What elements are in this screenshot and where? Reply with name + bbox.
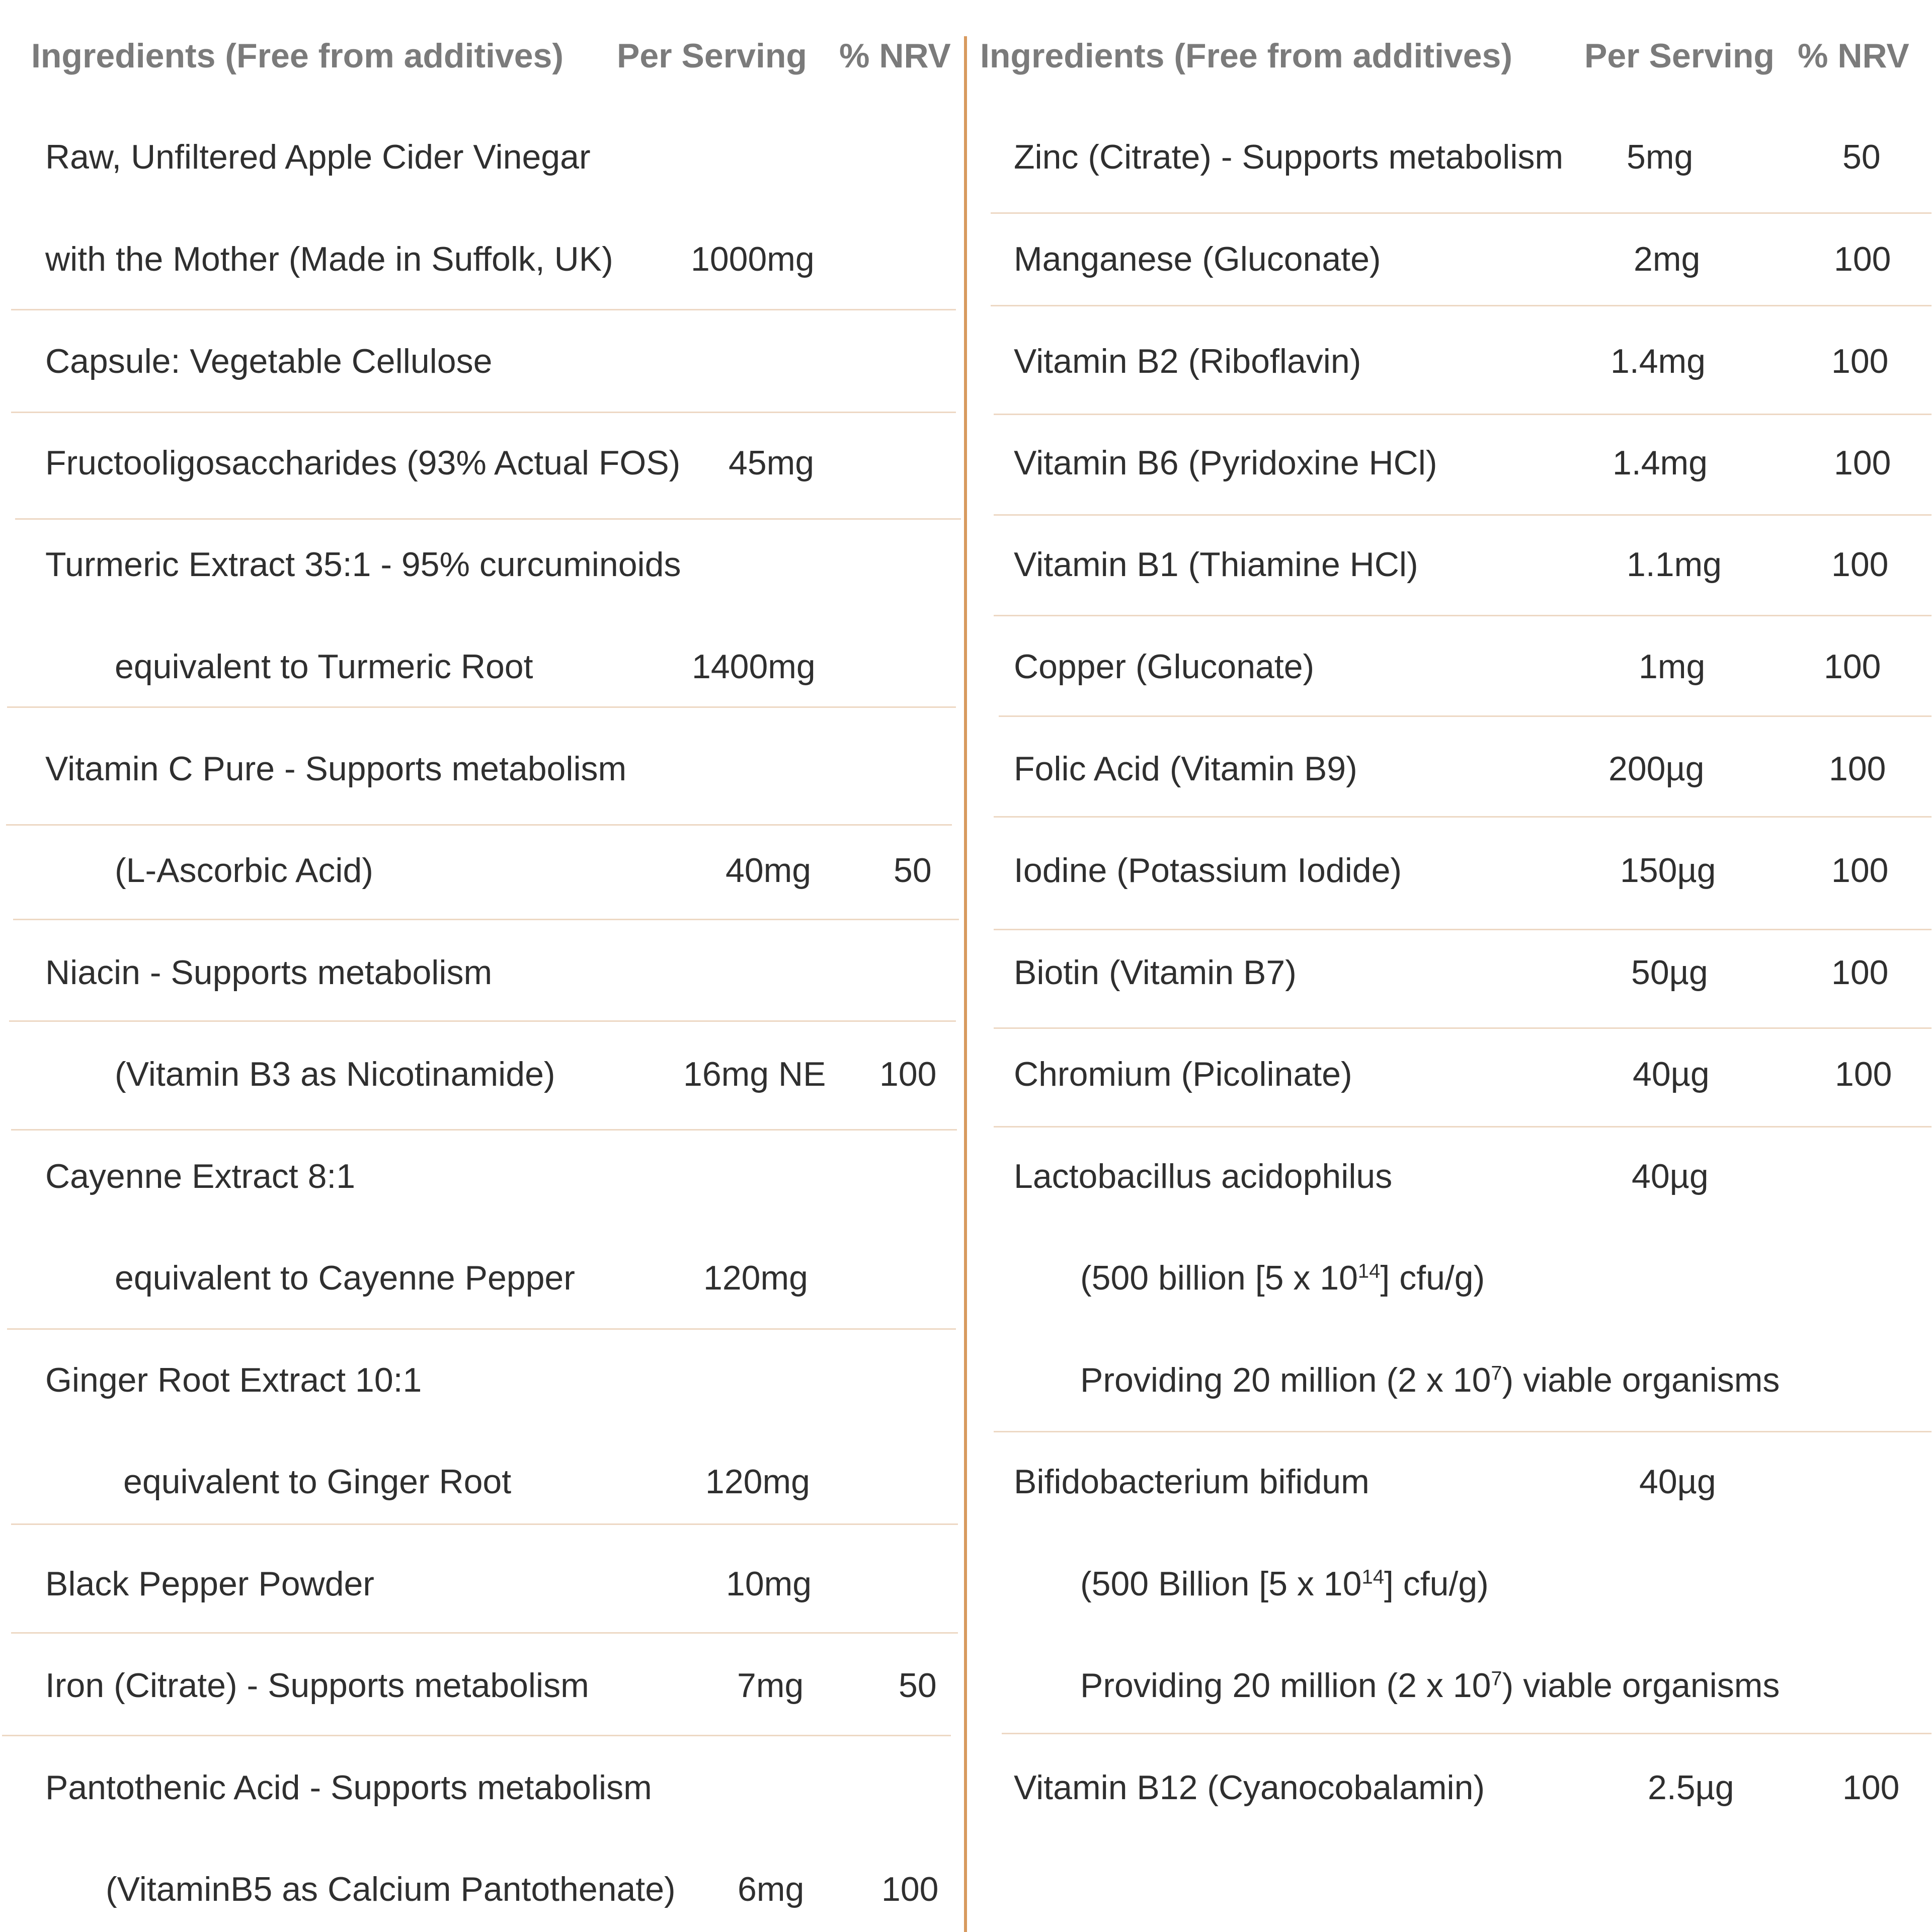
right-header-per-serving: Per Serving <box>1584 37 1775 75</box>
row-separator <box>6 824 952 826</box>
ingredient-nrv: 100 <box>1835 1055 1892 1093</box>
ingredient-name: with the Mother (Made in Suffolk, UK) <box>45 240 613 278</box>
row-separator <box>7 1328 956 1330</box>
row-separator <box>994 414 1931 415</box>
ingredient-name: Vitamin B12 (Cyanocobalamin) <box>1014 1768 1485 1807</box>
ingredient-nrv: 50 <box>899 1666 937 1705</box>
ingredient-amount: 7mg <box>737 1666 804 1705</box>
ingredient-amount: 2mg <box>1634 240 1701 278</box>
row-separator <box>991 305 1931 306</box>
ingredient-nrv: 100 <box>1829 750 1886 788</box>
ingredient-name: Turmeric Extract 35:1 - 95% curcuminoids <box>45 545 681 584</box>
row-separator <box>11 412 956 413</box>
detail-text: ] cfu/g) <box>1380 1259 1485 1297</box>
row-separator <box>999 715 1931 717</box>
left-ingredients-table <box>0 0 958 1932</box>
detail-text: ] cfu/g) <box>1384 1565 1489 1603</box>
ingredient-name: Manganese (Gluconate) <box>1014 240 1381 278</box>
ingredient-name: equivalent to Ginger Root <box>123 1463 512 1501</box>
ingredient-amount: 2.5µg <box>1648 1768 1734 1807</box>
detail-text: (500 Billion [5 x 10 <box>1080 1565 1362 1603</box>
ingredient-name: (Vitamin B3 as Nicotinamide) <box>115 1055 555 1093</box>
left-header-per-serving: Per Serving <box>617 37 807 75</box>
ingredient-amount: 1mg <box>1639 648 1706 686</box>
ingredient-name: Biotin (Vitamin B7) <box>1014 953 1297 992</box>
ingredient-name: Folic Acid (Vitamin B9) <box>1014 750 1357 788</box>
ingredient-name: Copper (Gluconate) <box>1014 648 1315 686</box>
left-header-nrv: % NRV <box>839 37 951 75</box>
ingredient-name: Pantothenic Acid - Supports metabolism <box>45 1768 652 1807</box>
ingredient-amount: 6mg <box>738 1870 804 1908</box>
ingredient-name: Ginger Root Extract 10:1 <box>45 1361 422 1399</box>
ingredient-name: (L-Ascorbic Acid) <box>115 851 373 890</box>
row-separator <box>15 518 961 520</box>
ingredient-amount: 1.1mg <box>1627 545 1722 584</box>
ingredient-amount: 50µg <box>1631 953 1708 992</box>
ingredient-amount: 5mg <box>1627 138 1694 176</box>
ingredient-detail <box>1080 1668 1780 1703</box>
ingredient-name: Capsule: Vegetable Cellulose <box>45 342 493 380</box>
ingredient-name: Vitamin B6 (Pyridoxine HCl) <box>1014 444 1437 482</box>
ingredient-amount: 150µg <box>1620 851 1716 890</box>
ingredient-name: Zinc (Citrate) - Supports metabolism <box>1014 138 1564 176</box>
row-separator <box>11 1523 958 1525</box>
ingredient-amount: 45mg <box>729 444 815 482</box>
detail-text: (500 billion [5 x 10 <box>1080 1259 1358 1297</box>
ingredient-amount: 16mg NE <box>683 1055 826 1093</box>
ingredient-amount: 40µg <box>1632 1157 1709 1195</box>
right-ingredients-table <box>974 0 1932 1932</box>
right-header-nrv: % NRV <box>1798 37 1909 75</box>
row-separator <box>991 212 1931 214</box>
ingredient-name: (VitaminB5 as Calcium Pantothenate) <box>106 1870 676 1908</box>
row-separator <box>11 309 956 310</box>
ingredient-nrv: 100 <box>1831 851 1889 890</box>
row-separator <box>9 1020 956 1022</box>
ingredient-nrv: 100 <box>881 1870 939 1908</box>
ingredient-amount: 40µg <box>1639 1463 1716 1501</box>
exponent: 14 <box>1357 1260 1381 1282</box>
ingredient-nrv: 100 <box>879 1055 937 1093</box>
ingredient-name: Fructooligosaccharides (93% Actual FOS) <box>45 444 681 482</box>
row-separator <box>994 816 1931 818</box>
ingredient-amount: 40mg <box>726 851 812 890</box>
ingredient-nrv: 100 <box>1824 648 1881 686</box>
ingredient-nrv: 100 <box>1831 342 1889 380</box>
detail-text: Providing 20 million (2 x 10 <box>1080 1361 1491 1399</box>
detail-text: Providing 20 million (2 x 10 <box>1080 1666 1491 1705</box>
ingredient-name: Vitamin C Pure - Supports metabolism <box>45 750 627 788</box>
ingredient-detail <box>1080 1567 1489 1601</box>
ingredient-nrv: 100 <box>1831 545 1889 584</box>
ingredient-amount: 10mg <box>726 1565 812 1603</box>
ingredient-amount: 1400mg <box>692 648 816 686</box>
row-separator <box>11 1129 957 1131</box>
ingredient-name: Bifidobacterium bifidum <box>1014 1463 1370 1501</box>
row-separator <box>11 1632 958 1634</box>
row-separator <box>7 706 956 708</box>
row-separator <box>994 1126 1931 1128</box>
row-separator <box>994 514 1931 516</box>
left-header-ingredients: Ingredients (Free from additives) <box>31 37 564 75</box>
ingredient-name: Vitamin B2 (Riboflavin) <box>1014 342 1361 380</box>
exponent: 7 <box>1491 1667 1502 1690</box>
row-separator <box>994 615 1931 616</box>
ingredient-amount: 1.4mg <box>1613 444 1708 482</box>
ingredient-nrv: 100 <box>1831 953 1889 992</box>
ingredient-name: Black Pepper Powder <box>45 1565 374 1603</box>
ingredient-name: Iron (Citrate) - Supports metabolism <box>45 1666 589 1705</box>
ingredient-nrv: 100 <box>1842 1768 1900 1807</box>
ingredient-amount: 40µg <box>1633 1055 1710 1093</box>
ingredient-nrv: 100 <box>1834 240 1891 278</box>
exponent: 7 <box>1491 1362 1502 1385</box>
ingredient-detail <box>1080 1261 1485 1295</box>
row-separator <box>1002 1733 1931 1734</box>
ingredient-nrv: 50 <box>1842 138 1881 176</box>
ingredient-amount: 120mg <box>703 1259 808 1297</box>
row-separator <box>994 1431 1931 1432</box>
right-header-ingredients: Ingredients (Free from additives) <box>980 37 1512 75</box>
ingredient-amount: 1.4mg <box>1611 342 1706 380</box>
ingredient-nrv: 50 <box>894 851 932 890</box>
detail-text: ) viable organisms <box>1502 1666 1780 1705</box>
ingredient-amount: 200µg <box>1608 750 1705 788</box>
row-separator <box>994 929 1931 930</box>
row-separator <box>13 919 959 920</box>
ingredient-name: equivalent to Cayenne Pepper <box>115 1259 575 1297</box>
ingredient-name: equivalent to Turmeric Root <box>115 648 533 686</box>
ingredient-amount: 1000mg <box>691 240 815 278</box>
ingredient-name: Raw, Unfiltered Apple Cider Vinegar <box>45 138 591 176</box>
ingredient-name: Chromium (Picolinate) <box>1014 1055 1352 1093</box>
detail-text: ) viable organisms <box>1502 1361 1780 1399</box>
row-separator <box>994 1027 1931 1029</box>
ingredient-name: Lactobacillus acidophilus <box>1014 1157 1393 1195</box>
column-divider <box>964 36 967 1932</box>
ingredient-name: Iodine (Potassium Iodide) <box>1014 851 1402 890</box>
ingredient-nrv: 100 <box>1834 444 1891 482</box>
ingredient-name: Niacin - Supports metabolism <box>45 953 493 992</box>
exponent: 14 <box>1361 1566 1384 1588</box>
ingredient-amount: 120mg <box>705 1463 810 1501</box>
row-separator <box>2 1735 951 1736</box>
ingredient-name: Cayenne Extract 8:1 <box>45 1157 356 1195</box>
ingredient-detail <box>1080 1363 1780 1397</box>
ingredient-name: Vitamin B1 (Thiamine HCl) <box>1014 545 1418 584</box>
